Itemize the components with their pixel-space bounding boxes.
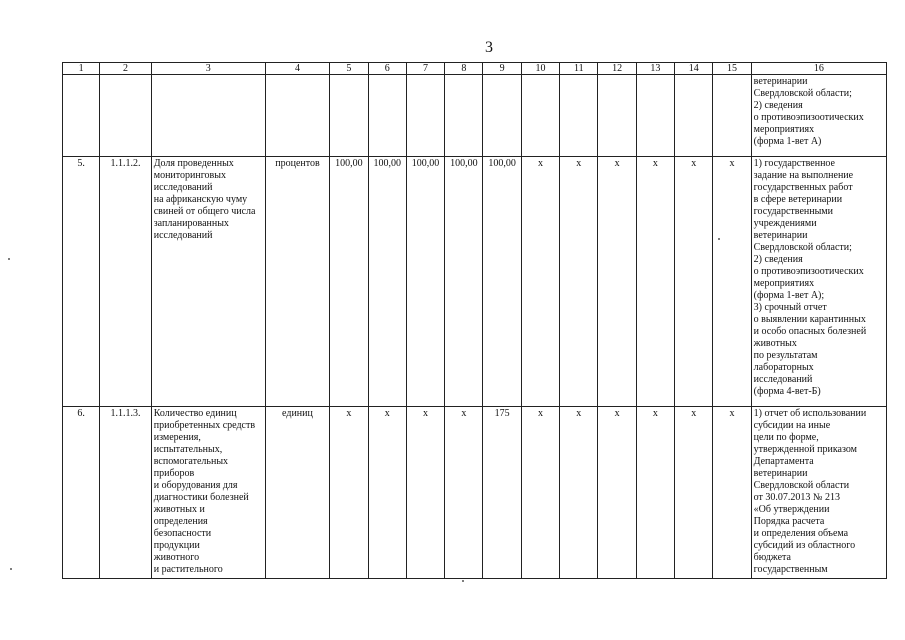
column-header-2: 2	[100, 63, 151, 75]
table-cell-col-11	[560, 75, 598, 157]
table-cell-col-10: х	[521, 407, 559, 579]
table-cell-col-8: 100,00	[445, 157, 483, 407]
page-number: 3	[485, 39, 493, 56]
column-header-8: 8	[445, 63, 483, 75]
table-row	[63, 75, 887, 157]
table-cell-col-12: х	[598, 407, 636, 579]
column-header-1: 1	[63, 63, 100, 75]
table-cell-col-10: х	[521, 157, 559, 407]
column-header-16: 16	[751, 63, 886, 75]
table-cell-col-5: 100,00	[330, 157, 368, 407]
column-header-14: 14	[675, 63, 713, 75]
table-cell-col-11: х	[560, 407, 598, 579]
table-cell-col-7: 100,00	[406, 157, 444, 407]
table-cell-col-9: 100,00	[483, 157, 521, 407]
column-header-6: 6	[368, 63, 406, 75]
table-cell-col-5	[330, 75, 368, 157]
table-cell-col-6: 100,00	[368, 157, 406, 407]
table-cell-col-14: х	[675, 157, 713, 407]
scan-speck	[10, 568, 12, 570]
column-header-3: 3	[151, 63, 265, 75]
table-cell-col-16: 1) отчет об использовании субсидии на иные цели по форме, утвержденной приказом Департамента ветеринарии Свердловской области от 30.07.2013 № 213 «Об утверждении Порядка расчета и определения объема субсидий из областного бюджета государственным	[751, 407, 886, 579]
table-cell-col-1: 5.	[63, 157, 100, 407]
column-header-15: 15	[713, 63, 751, 75]
table-cell-col-16: 1) государственное задание на выполнение государственных работ в сфере ветеринарии государственными учреждениями ветеринарии Свердловской области; 2) сведения о противоэпизоотических мероприятиях (форма 1-вет А); 3) срочный отчет о выявлении карантинных и особо опасных болезней животных по результатам лабораторных исследований (форма 4-вет-Б)	[751, 157, 886, 407]
table-cell-col-10	[521, 75, 559, 157]
table-cell-col-4: единиц	[265, 407, 330, 579]
column-header-12: 12	[598, 63, 636, 75]
table-cell-col-4: процентов	[265, 157, 330, 407]
table-cell-col-9: 175	[483, 407, 521, 579]
table-cell-col-1: 6.	[63, 407, 100, 579]
table-cell-col-15: х	[713, 157, 751, 407]
column-header-9: 9	[483, 63, 521, 75]
indicators-table	[62, 62, 887, 579]
table-cell-col-1	[63, 75, 100, 157]
table-cell-col-3: Доля проведенных мониторинговых исследований на африканскую чуму свиней от общего числа запланированных исследований	[151, 157, 265, 407]
table-cell-col-13: х	[636, 157, 674, 407]
column-header-7: 7	[406, 63, 444, 75]
column-header-10: 10	[521, 63, 559, 75]
column-header-5: 5	[330, 63, 368, 75]
table-cell-col-8: х	[445, 407, 483, 579]
scan-speck	[718, 238, 720, 240]
table-cell-col-5: х	[330, 407, 368, 579]
table-cell-col-2: 1.1.1.3.	[100, 407, 151, 579]
table-cell-col-8	[445, 75, 483, 157]
table-row	[63, 157, 887, 407]
table-cell-col-15: х	[713, 407, 751, 579]
table-cell-col-13: х	[636, 407, 674, 579]
table-cell-col-2: 1.1.1.2.	[100, 157, 151, 407]
table-cell-col-13	[636, 75, 674, 157]
table-cell-col-14	[675, 75, 713, 157]
column-header-13: 13	[636, 63, 674, 75]
table-cell-col-16: ветеринарии Свердловской области; 2) сведения о противоэпизоотических мероприятиях (форма 1-вет А)	[751, 75, 886, 157]
column-header-11: 11	[560, 63, 598, 75]
table-cell-col-4	[265, 75, 330, 157]
table-cell-col-2	[100, 75, 151, 157]
scan-speck	[8, 258, 10, 260]
table-cell-col-11: х	[560, 157, 598, 407]
column-header-4: 4	[265, 63, 330, 75]
table-cell-col-9	[483, 75, 521, 157]
table-header-row	[63, 63, 887, 75]
table-cell-col-3	[151, 75, 265, 157]
table-cell-col-3: Количество единиц приобретенных средств измерения, испытательных, вспомогательных приборов и оборудования для диагностики болезней животных и определения безопасности продукции животного и растительного	[151, 407, 265, 579]
table-cell-col-7: х	[406, 407, 444, 579]
scan-speck	[462, 580, 464, 582]
table-cell-col-6: х	[368, 407, 406, 579]
table-cell-col-14: х	[675, 407, 713, 579]
table-cell-col-7	[406, 75, 444, 157]
table-cell-col-12	[598, 75, 636, 157]
table-row	[63, 407, 887, 579]
table-cell-col-12: х	[598, 157, 636, 407]
table-cell-col-6	[368, 75, 406, 157]
table-cell-col-15	[713, 75, 751, 157]
